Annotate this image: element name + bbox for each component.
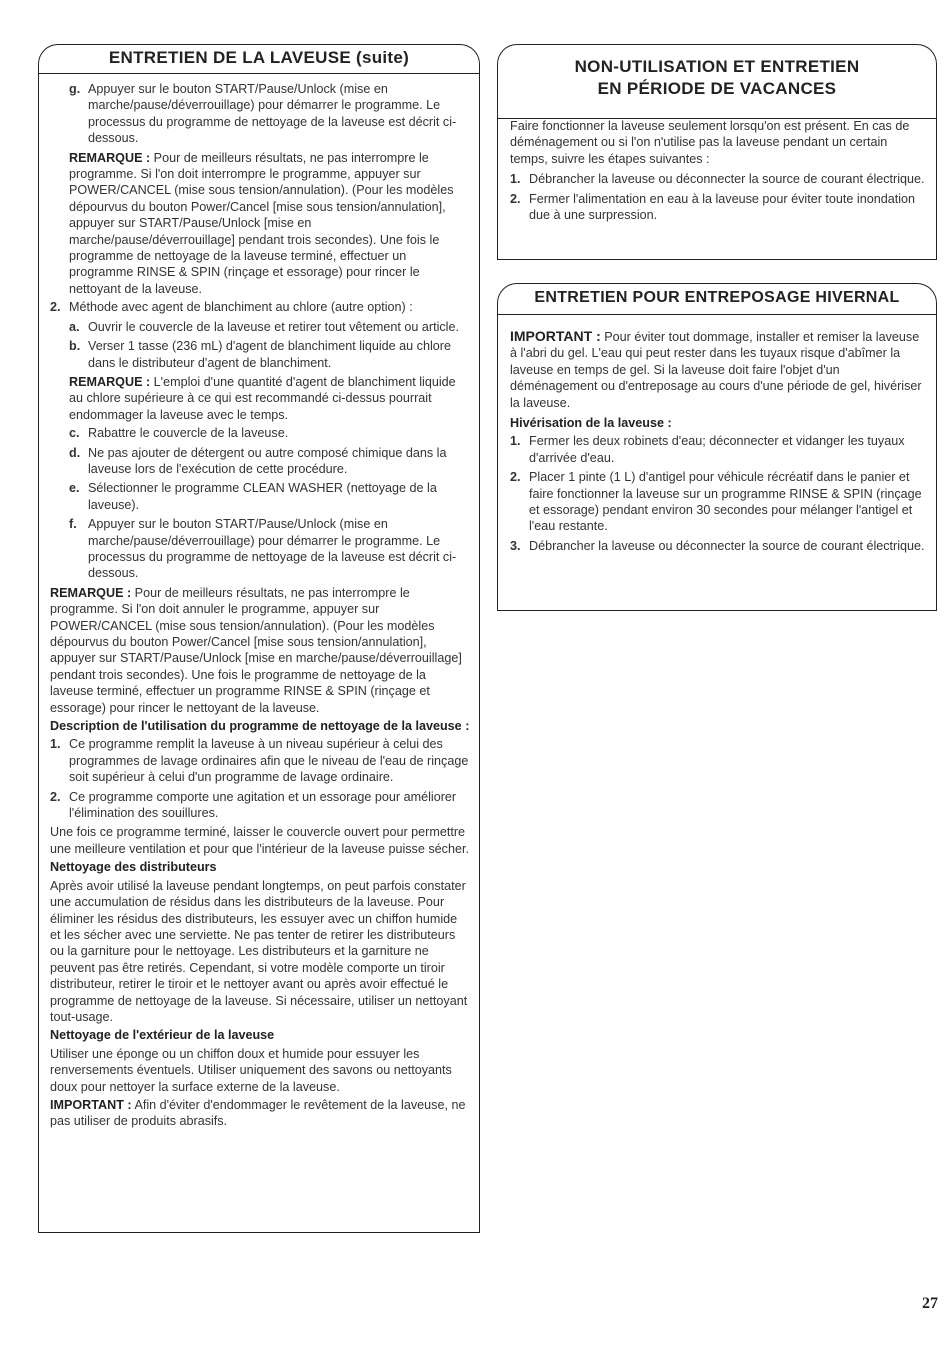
note-label: REMARQUE : (69, 150, 151, 165)
exterior-text: Utiliser une éponge ou un chiffon doux et humide pour essuyer les renversements éventuels. Utiliser uniquement des savons ou nettoyants doux pour nettoyer la surface externe de la laveuse. (50, 1046, 452, 1094)
method-2 (50, 299, 470, 315)
note-1 (50, 150, 470, 298)
item-text: Ce programme comporte une agitation et un essorage pour améliorer l'élimination des souillures. (69, 789, 457, 821)
vacation-title-line-1: NON-UTILISATION ET ENTRETIEN (574, 57, 860, 76)
item-text: Ce programme remplit la laveuse à un niveau supérieur à celui des programmes de lavage ordinaires afin que le niveau de l'eau de rinçage soit supérieur à celui d'un programme de lavage ordinaire. (69, 737, 469, 785)
item-text: Méthode avec agent de blanchiment au chlore (autre option) : (69, 300, 413, 315)
item-text: Fermer l'alimentation en eau à la laveuse pour éviter toute inondation due à une surpression. (529, 191, 916, 223)
description-item-2 (50, 789, 470, 822)
item-number: 3. (510, 538, 521, 553)
step-letter: a. (69, 319, 80, 334)
winterize-heading: Hivérisation de la laveuse : (510, 416, 672, 431)
left-section-content (50, 81, 470, 1132)
description-heading: Description de l'utilisation du programme de nettoyage de la laveuse : (50, 719, 470, 734)
winter-important (510, 328, 928, 411)
item-number: 2. (50, 300, 61, 315)
item-number: 1. (50, 737, 61, 752)
vacation-title-line-2: EN PÉRIODE DE VACANCES (597, 79, 837, 98)
step-text: Ouvrir le couvercle de la laveuse et retirer tout vêtement ou article. (88, 319, 459, 334)
important-label: IMPORTANT : (50, 1097, 132, 1112)
left-section-title: ENTRETIEN DE LA LAVEUSE (suite) (108, 48, 410, 67)
important-note (50, 1097, 470, 1130)
exterior-heading: Nettoyage de l'extérieur de la laveuse (50, 1028, 275, 1043)
winter-section-content (510, 328, 928, 557)
page-number: 27 (922, 1295, 938, 1312)
winter-step-2 (510, 469, 928, 535)
vacation-step-1 (510, 171, 928, 187)
dispenser-text: Après avoir utilisé la laveuse pendant longtemps, on peut parfois constater une accumulation de résidus dans les distributeurs de la laveuse. Pour éliminer les résidus des distributeurs, les essuyer avec un chiffon humide et les sécher avec une serviette. Ne pas tenter de retirer les distributeurs ou la garniture pour le nettoyage. Les distributeurs et la garniture ne peuvent pas être retirés. Cependant, si votre modèle comporte un tiroir distributeur, retirer le tiroir et le nettoyer avant ou après avoir effectué le programme de nettoyage de la laveuse. Si nécessaire, utiliser un nettoyant tout-usage. (50, 878, 468, 1024)
note-2 (50, 374, 470, 423)
item-number: 1. (510, 172, 521, 187)
note-label: REMARQUE : (50, 585, 132, 600)
step-text: Sélectionner le programme CLEAN WASHER (nettoyage de la laveuse). (88, 481, 437, 512)
item-number: 2. (510, 191, 521, 206)
important-text: Pour éviter tout dommage, installer et remiser la laveuse à l'abri du gel. L'eau qui peut rester dans les tuyaux risque d'abîmer la laveuse en temps de gel. Si la laveuse doit faire l'objet d'un déménagement ou d'entreposage au cours d'une période de gel, hivériser la laveuse. (510, 330, 922, 410)
note-text: Pour de meilleurs résultats, ne pas interrompre le programme. Si l'on doit annuler le programme, appuyer sur POWER/CANCEL (mise sous tension/annulation). (Pour les modèles dépourvus du bouton Power/Cancel [mise sous tension/annulation], appuyer sur START/Pause/Unlock [mise en marche/pause/déverrouillage] pendant trois secondes). Une fois le programme de nettoyage de la laveuse terminé, effectuer un programme RINSE & SPIN (rinçage et essorage) pour rincer le nettoyant de la laveuse. (50, 585, 462, 715)
winter-section-title: ENTRETIEN POUR ENTREPOSAGE HIVERNAL (534, 289, 900, 306)
description-item-1 (50, 736, 470, 785)
step-text: Rabattre le couvercle de la laveuse. (88, 426, 289, 441)
vacation-step-2 (510, 191, 928, 224)
step-a (50, 319, 470, 335)
step-letter: g. (69, 82, 81, 96)
step-text: Appuyer sur le bouton START/Pause/Unlock (mise en marche/pause/déverrouillage) pour démarrer le programme. Le processus du programme de nettoyage de la laveuse est décrit ci-dessous. (88, 517, 457, 581)
step-text: Appuyer sur le bouton START/Pause/Unlock (mise en marche/pause/déverrouillage) pour démarrer le programme. Le processus du programme de nettoyage de la laveuse est décrit ci-dessous. (88, 82, 457, 146)
item-number: 1. (510, 434, 521, 449)
important-label: IMPORTANT : (510, 328, 601, 344)
step-f (50, 516, 470, 582)
step-g (50, 81, 470, 147)
note-label: REMARQUE : (69, 374, 151, 389)
dispenser-heading: Nettoyage des distributeurs (50, 860, 217, 875)
item-number: 2. (510, 470, 521, 485)
step-b (50, 338, 470, 371)
winter-step-1 (510, 433, 928, 466)
item-text: Fermer les deux robinets d'eau; déconnecter et vidanger les tuyaux d'arrivée d'eau. (529, 434, 905, 465)
step-d (50, 445, 470, 478)
item-text: Placer 1 pinte (1 L) d'antigel pour véhicule récréatif dans le panier et faire fonctionner la laveuse sur un programme RINSE & SPIN (rinçage et essorage) pendant environ 30 secondes pour mélanger l'antigel et l'eau restante. (529, 470, 922, 534)
vacation-section-title (497, 56, 937, 100)
step-letter: f. (69, 517, 77, 532)
item-text: Débrancher la laveuse ou déconnecter la source de courant électrique. (529, 172, 925, 187)
important-text: Afin d'éviter d'endommager le revêtement de la laveuse, ne pas utiliser de produits abrasifs. (50, 1097, 466, 1129)
vacation-intro: Faire fonctionner la laveuse seulement lorsqu'on est présent. En cas de déménagement ou si l'on n'utilise pas la laveuse pendant un certain temps, suivre les étapes suivantes : (510, 119, 910, 166)
note-text: L'emploi d'une quantité d'agent de blanchiment liquide au chlore supérieure à ce qui est recommandé ci-dessus pourrait endommager la laveuse avec le temps. (69, 374, 456, 422)
item-text: Débrancher la laveuse ou déconnecter la source de courant électrique. (529, 538, 925, 553)
note-text: Pour de meilleurs résultats, ne pas interrompre le programme. Si l'on doit interrompre le programme, appuyer sur POWER/CANCEL (mise sous tension/annulation). (Pour les modèles dépourvus du bouton Power/Cancel [mise sous tension/annulation], appuyer sur START/Pause/Unlock [mise en marche/pause/déverrouillage] pendant trois secondes). Une fois le programme de nettoyage de la laveuse terminé, effectuer un programme RINSE & SPIN (rinçage et essorage) pour rincer le nettoyant de la laveuse. (69, 150, 454, 296)
after-cycle-text: Une fois ce programme terminé, laisser le couvercle ouvert pour permettre une meilleure ventilation et pour que l'intérieur de la laveuse puisse sécher. (50, 825, 469, 856)
step-text: Verser 1 tasse (236 mL) d'agent de blanchiment liquide au chlore dans le distributeur d'agent de blanchiment. (88, 339, 451, 370)
step-letter: b. (69, 339, 81, 354)
note-3 (50, 585, 470, 716)
step-e (50, 480, 470, 513)
step-letter: e. (69, 481, 80, 496)
step-text: Ne pas ajouter de détergent ou autre composé chimique dans la laveuse lors de l'exécution de cette procédure. (88, 445, 447, 476)
step-c (50, 425, 470, 441)
step-letter: c. (69, 426, 80, 441)
step-letter: d. (69, 445, 81, 460)
winter-step-3 (510, 538, 928, 554)
item-number: 2. (50, 789, 61, 804)
vacation-section-content (510, 118, 928, 226)
